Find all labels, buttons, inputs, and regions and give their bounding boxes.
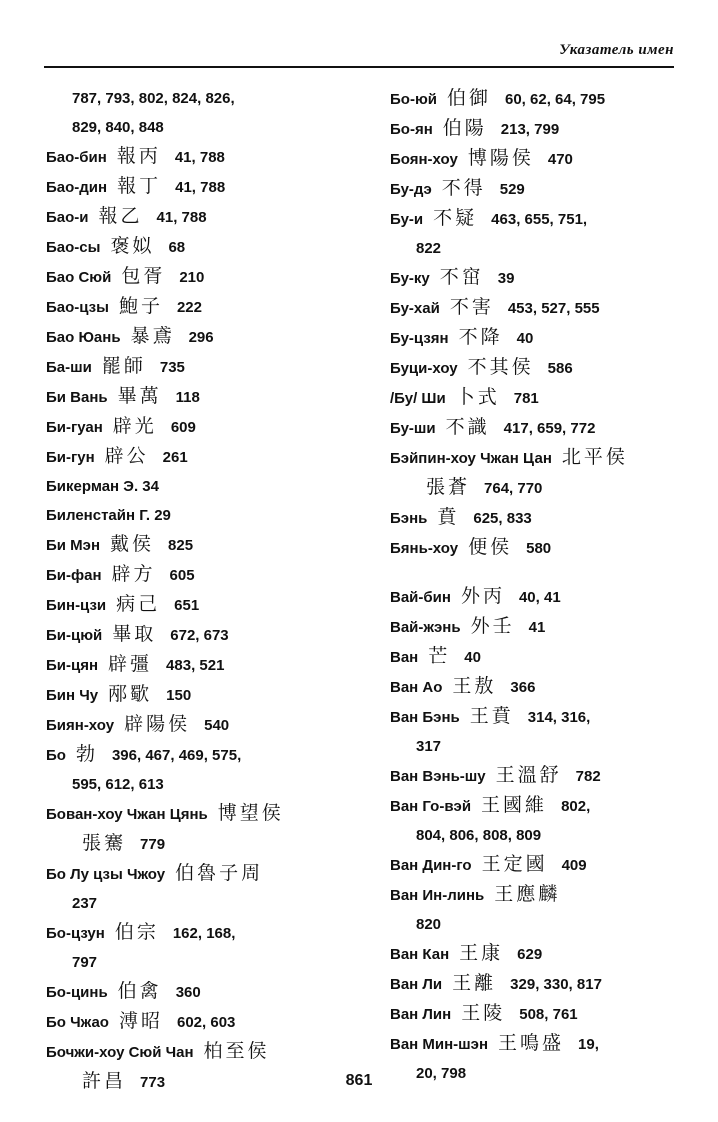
index-entry	[46, 977, 366, 1007]
entry-name: Бо-цзун	[46, 925, 105, 942]
entry-hanzi: 伯御	[446, 87, 491, 109]
entry-pages: 296	[188, 329, 214, 346]
entry-pages: 41, 788	[174, 149, 225, 166]
entry-hanzi: 不得	[441, 177, 486, 199]
entry-hanzi: 柏至侯	[203, 1040, 270, 1062]
entry-pages: 317	[416, 738, 442, 755]
entry-pages: 764, 770	[484, 480, 543, 497]
index-entry	[46, 710, 366, 740]
entry-hanzi: 不窋	[439, 266, 484, 288]
entry-name: Бу-ку	[390, 270, 430, 287]
index-entry-continuation	[390, 910, 690, 939]
index-entry	[390, 114, 690, 144]
entry-hanzi: 勃	[75, 743, 98, 765]
entry-hanzi: 張騫	[82, 832, 127, 854]
index-entry-continuation	[390, 473, 690, 503]
index-entry	[390, 204, 690, 234]
entry-pages: 735	[159, 359, 185, 376]
entry-pages: 60, 62, 64, 795	[505, 91, 606, 108]
entry-pages: 629	[517, 946, 543, 963]
entry-name: Биленстайн Г.	[46, 507, 151, 524]
entry-name: Бу-ши	[390, 420, 436, 437]
entry-pages: 34	[142, 478, 159, 495]
entry-name: Бао-и	[46, 209, 89, 226]
entry-hanzi: 暴鳶	[130, 325, 175, 347]
entry-hanzi: 辟方	[111, 563, 156, 585]
index-entry	[390, 1029, 690, 1059]
entry-name: Бао-бин	[46, 149, 107, 166]
entry-name: Бин-цзи	[46, 597, 107, 614]
index-entry	[390, 672, 690, 702]
index-entry	[390, 383, 690, 413]
entry-hanzi: 邴歜	[108, 683, 153, 705]
entry-hanzi: 張蒼	[426, 476, 471, 498]
entry-pages: 29	[154, 507, 171, 524]
entry-hanzi: 戴侯	[110, 533, 155, 555]
entry-pages: 651	[174, 597, 200, 614]
entry-hanzi: 不疑	[433, 207, 478, 229]
entry-name: Биян-хоу	[46, 717, 115, 734]
entry-pages: 529	[499, 181, 525, 198]
entry-name: Бо Лу цзы Чжоу	[46, 866, 166, 883]
index-entry	[390, 761, 690, 791]
entry-name: Би-гун	[46, 449, 95, 466]
entry-hanzi: 許昌	[82, 1070, 127, 1092]
index-entry	[46, 650, 366, 680]
entry-name: Ван Бэнь	[390, 709, 460, 726]
index-entry	[390, 174, 690, 204]
entry-name: Би-цян	[46, 657, 99, 674]
entry-name: Бу-цзян	[390, 330, 449, 347]
entry-hanzi: 不降	[458, 326, 503, 348]
entry-name: Би-фан	[46, 567, 102, 584]
index-entry-continuation	[46, 113, 366, 142]
entry-name: Бочжи-хоу Сюй Чан	[46, 1044, 194, 1061]
entry-name: Ван Ин-линь	[390, 887, 485, 904]
entry-pages: 508, 761	[519, 1006, 578, 1023]
entry-hanzi: 不害	[449, 296, 494, 318]
entry-pages: 41, 788	[156, 209, 207, 226]
entry-name: Бин Чу	[46, 687, 99, 704]
entry-pages: 822	[416, 240, 442, 257]
entry-hanzi: 報丙	[116, 145, 161, 167]
index-entry	[390, 702, 690, 732]
entry-name: Бо Чжао	[46, 1014, 109, 1031]
entry-pages: 672, 673	[170, 627, 229, 644]
entry-name: Бэйпин-хоу Чжан Цан	[390, 450, 552, 467]
entry-pages: 586	[547, 360, 573, 377]
entry-name: Вай-бин	[390, 589, 451, 606]
entry-pages: 329, 330, 817	[510, 976, 602, 993]
entry-hanzi: 罷師	[101, 355, 146, 377]
entry-hanzi: 王國維	[481, 794, 548, 816]
entry-hanzi: 王康	[459, 942, 504, 964]
entry-hanzi: 病己	[116, 593, 161, 615]
entry-hanzi: 報丁	[117, 175, 162, 197]
entry-hanzi: 王溫舒	[495, 764, 562, 786]
entry-pages: 237	[72, 895, 98, 912]
index-entry	[390, 263, 690, 293]
entry-pages: 41, 788	[175, 179, 226, 196]
entry-name: Боян-хоу	[390, 151, 458, 168]
entry-pages: 40, 41	[518, 589, 561, 606]
entry-pages: 396, 467, 469, 575,	[111, 747, 242, 764]
entry-hanzi: 辟光	[112, 415, 157, 437]
entry-name: Бу-хай	[390, 300, 440, 317]
index-entry	[46, 501, 366, 530]
index-entry-continuation	[390, 234, 690, 263]
entry-name: Бо-юй	[390, 91, 437, 108]
index-entry	[46, 232, 366, 262]
entry-name: Бу-дэ	[390, 181, 432, 198]
entry-pages: 782	[575, 768, 601, 785]
entry-hanzi: 褒姒	[110, 235, 155, 257]
entry-pages: 802,	[561, 798, 591, 815]
entry-name: Бо-цинь	[46, 984, 108, 1001]
entry-hanzi: 王定國	[481, 853, 548, 875]
entry-pages: 787, 793, 802, 824, 826,	[72, 90, 235, 107]
entry-pages: 605	[169, 567, 195, 584]
entry-pages: 118	[175, 389, 200, 406]
index-entry	[390, 791, 690, 821]
index-entry	[46, 680, 366, 710]
entry-name: Бо-ян	[390, 121, 433, 138]
index-entry	[390, 293, 690, 323]
entry-hanzi: 王陵	[461, 1002, 506, 1024]
entry-pages: 453, 527, 555	[507, 300, 600, 317]
index-entry	[46, 292, 366, 322]
entry-hanzi: 伯陽	[442, 117, 487, 139]
entry-pages: 19,	[578, 1036, 599, 1053]
index-entry-continuation	[46, 948, 366, 977]
entry-pages: 366	[510, 679, 536, 696]
entry-hanzi: 伯宗	[114, 921, 159, 943]
entry-pages: 463, 655, 751,	[491, 211, 588, 228]
entry-hanzi: 外丙	[460, 585, 505, 607]
entry-name: Бао-цзы	[46, 299, 109, 316]
entry-pages: 609	[170, 419, 196, 436]
entry-name: /Бу/ Ши	[390, 390, 446, 407]
index-entry	[46, 352, 366, 382]
entry-pages: 797	[72, 954, 98, 971]
entry-hanzi: 芒	[428, 645, 451, 667]
entry-hanzi: 卜式	[455, 386, 500, 408]
index-entry	[46, 1007, 366, 1037]
index-entry	[46, 202, 366, 232]
entry-hanzi: 鮑子	[118, 295, 163, 317]
entry-name: Ван Дин-го	[390, 857, 472, 874]
entry-hanzi: 包胥	[121, 265, 166, 287]
index-column-right	[390, 84, 690, 1088]
index-entry	[46, 262, 366, 292]
entry-name: Ван Ли	[390, 976, 443, 993]
entry-pages: 602, 603	[177, 1014, 236, 1031]
index-entry	[390, 939, 690, 969]
entry-pages: 261	[162, 449, 188, 466]
index-entry-continuation	[46, 829, 366, 859]
index-entry	[390, 323, 690, 353]
index-entry	[46, 172, 366, 202]
index-entry	[46, 412, 366, 442]
entry-pages: 40	[464, 649, 481, 666]
index-entry-continuation	[390, 821, 690, 850]
entry-name: Бу-и	[390, 211, 424, 228]
entry-name: Ба-ши	[46, 359, 92, 376]
entry-pages: 20, 798	[416, 1065, 467, 1082]
entry-hanzi: 便侯	[468, 536, 513, 558]
entry-hanzi: 不其侯	[467, 356, 534, 378]
index-entry	[390, 642, 690, 672]
index-entry	[390, 503, 690, 533]
entry-pages: 595, 612, 613	[72, 776, 164, 793]
page-number: 861	[345, 1072, 373, 1089]
entry-name: Бикерман Э.	[46, 478, 139, 495]
entry-name: Ван Кан	[390, 946, 450, 963]
index-entry	[46, 442, 366, 472]
entry-hanzi: 外壬	[470, 615, 515, 637]
index-entry	[390, 413, 690, 443]
entry-pages: 825	[168, 537, 194, 554]
entry-pages: 580	[526, 540, 552, 557]
index-entry	[46, 560, 366, 590]
entry-hanzi: 博陽侯	[467, 147, 534, 169]
entry-name: Бэнь	[390, 510, 428, 527]
index-entry	[46, 472, 366, 501]
entry-pages: 210	[179, 269, 205, 286]
entry-pages: 781	[513, 390, 539, 407]
index-entry	[390, 969, 690, 999]
entry-pages: 625, 833	[473, 510, 532, 527]
entry-name: Ван Ао	[390, 679, 443, 696]
entry-name: Би Вань	[46, 389, 108, 406]
header-title: Указатель имен	[559, 42, 674, 58]
index-entry	[390, 144, 690, 174]
entry-name: Би Мэн	[46, 537, 101, 554]
entry-name: Би-цюй	[46, 627, 103, 644]
entry-pages: 470	[547, 151, 573, 168]
index-entry	[390, 353, 690, 383]
index-entry	[46, 322, 366, 352]
index-entry	[390, 533, 690, 563]
entry-name: Бао Сюй	[46, 269, 112, 286]
entry-hanzi: 畢取	[112, 623, 157, 645]
entry-hanzi: 溥昭	[118, 1010, 163, 1032]
entry-hanzi: 王離	[452, 972, 497, 994]
index-column-left	[46, 84, 366, 1097]
section-gap	[390, 563, 690, 582]
entry-pages: 804, 806, 808, 809	[416, 827, 542, 844]
index-entry	[390, 850, 690, 880]
index-entry	[46, 918, 366, 948]
index-entry	[46, 740, 366, 770]
index-entry	[46, 382, 366, 412]
entry-hanzi: 王賁	[469, 705, 514, 727]
entry-hanzi: 畢萬	[117, 385, 162, 407]
entry-name: Би-гуан	[46, 419, 103, 436]
entry-hanzi: 辟彊	[108, 653, 153, 675]
entry-name: Ван Го-вэй	[390, 798, 472, 815]
entry-pages: 222	[176, 299, 202, 316]
running-header	[44, 40, 674, 68]
entry-pages: 39	[497, 270, 515, 287]
entry-name: Вай-жэнь	[390, 619, 461, 636]
index-entry-continuation	[46, 84, 366, 113]
entry-name: Бянь-хоу	[390, 540, 459, 557]
entry-hanzi: 辟公	[104, 445, 149, 467]
index-entry	[390, 880, 690, 910]
entry-hanzi: 王鳴盛	[498, 1032, 565, 1054]
entry-pages: 68	[168, 239, 186, 256]
entry-pages: 773	[140, 1074, 166, 1091]
entry-name: Ван Вэнь-шу	[390, 768, 486, 785]
entry-hanzi: 王敖	[452, 675, 497, 697]
entry-hanzi: 辟陽侯	[124, 713, 191, 735]
index-entry	[46, 859, 366, 889]
entry-pages: 483, 521	[166, 657, 225, 674]
index-entry-continuation	[46, 889, 366, 918]
entry-hanzi: 伯魯子周	[175, 862, 264, 884]
entry-name: Бован-хоу Чжан Цянь	[46, 806, 208, 823]
entry-pages: 417, 659, 772	[503, 420, 596, 437]
index-entry	[46, 799, 366, 829]
entry-pages: 540	[204, 717, 230, 734]
index-entry-continuation	[390, 732, 690, 761]
entry-pages: 314, 316,	[527, 709, 591, 726]
entry-pages: 150	[166, 687, 192, 704]
index-entry	[46, 142, 366, 172]
index-entry	[46, 620, 366, 650]
index-entry	[390, 443, 690, 473]
entry-hanzi: 伯禽	[117, 980, 162, 1002]
entry-pages: 162, 168,	[172, 925, 236, 942]
entry-pages: 820	[416, 916, 442, 933]
entry-name: Ван Лин	[390, 1006, 452, 1023]
entry-pages: 360	[175, 984, 201, 1001]
index-entry	[46, 1037, 366, 1067]
entry-pages: 40	[516, 330, 534, 347]
entry-pages: 779	[140, 836, 166, 853]
entry-pages: 41	[528, 619, 546, 636]
entry-name: Буци-хоу	[390, 360, 458, 377]
index-entry-continuation	[46, 770, 366, 799]
index-entry	[46, 530, 366, 560]
index-entry	[390, 999, 690, 1029]
entry-hanzi: 北平侯	[561, 446, 628, 468]
entry-name: Бао-сы	[46, 239, 101, 256]
entry-hanzi: 報乙	[98, 205, 143, 227]
index-entry	[390, 612, 690, 642]
index-entry	[46, 590, 366, 620]
index-entry	[390, 84, 690, 114]
entry-name: Ван	[390, 649, 419, 666]
entry-name: Бао Юань	[46, 329, 121, 346]
entry-hanzi: 賁	[437, 506, 460, 528]
entry-name: Бо	[46, 747, 66, 764]
index-entry	[390, 582, 690, 612]
entry-name: Ван Мин-шэн	[390, 1036, 489, 1053]
entry-hanzi: 不識	[445, 416, 490, 438]
entry-hanzi: 王應麟	[494, 883, 561, 905]
entry-hanzi: 博望侯	[217, 802, 284, 824]
entry-pages: 409	[561, 857, 587, 874]
entry-name: Бао-дин	[46, 179, 108, 196]
entry-pages: 829, 840, 848	[72, 119, 164, 136]
entry-pages: 213, 799	[500, 121, 560, 138]
